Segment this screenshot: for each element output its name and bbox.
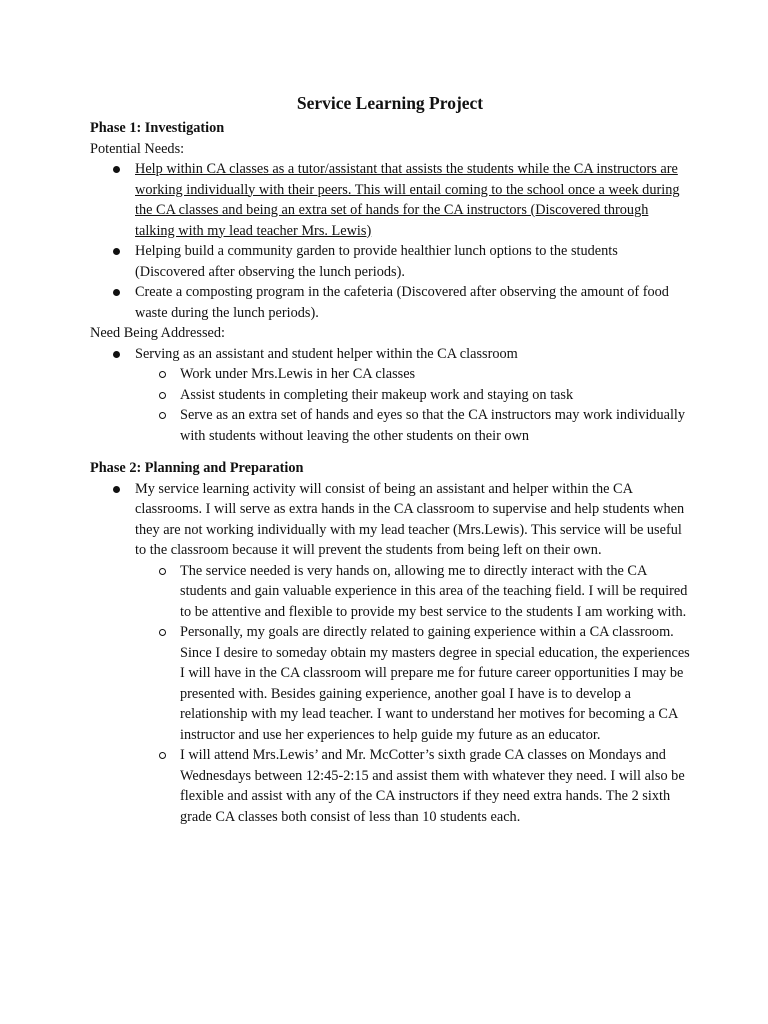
list-item <box>90 159 690 241</box>
document-page <box>90 92 690 827</box>
potential-need-text: Helping build a community garden to provide healthier lunch options to the students (Discovered after observing the lunch periods). <box>135 243 618 280</box>
phase-2-item-text: My service learning activity will consist of being an assistant and helper within the CA classrooms. I will serve as extra hands in the CA classroom to supervise and help students when they are not working individually with my lead teacher (Mrs.Lewis). This service will be useful to the classroom because it will prevent the students from being left on their own. <box>135 480 685 558</box>
potential-need-text: Create a composting program in the cafeteria (Discovered after observing the amount of food waste during the lunch periods). <box>135 284 669 321</box>
sub-item-text: The service needed is very hands on, allowing me to directly interact with the CA students and gain valuable experience in this area of the teaching field. I will be required to be attentive and flexible to provide my best service to the students I am working with. <box>180 562 688 620</box>
need-addressed-text: Serving as an assistant and student helper within the CA classroom <box>135 345 518 362</box>
sub-item-text: Personally, my goals are directly related to gaining experience within a CA classroom. Since I desire to someday obtain my masters degree in special education, the experiences I will have in the CA classroom will prepare me for future career opportunities I may be presented with. Besides gaining experience, another goal I have is to develop a relationship with my lead teacher. I want to understand her motives for becoming a CA instructor and use her experiences to help guide my future as an educator. <box>180 624 690 743</box>
list-item <box>135 622 690 745</box>
need-addressed-sublist <box>135 364 690 446</box>
phase-2-list <box>90 479 690 828</box>
list-item <box>135 561 690 623</box>
potential-needs-label: Potential Needs: <box>90 140 185 157</box>
potential-need-text: Help within CA classes as a tutor/assistant that assists the students while the CA instructors are working individually with their peers. This will entail coming to the school once a week during the CA classes and being an extra set of hands for the CA instructors (Discovered through talking with my lead teacher Mrs. Lewis) <box>135 161 680 239</box>
list-item <box>90 344 690 447</box>
need-addressed-list <box>90 344 690 447</box>
list-item <box>90 282 690 323</box>
list-item <box>135 405 690 446</box>
potential-needs-list <box>90 159 690 323</box>
section-spacer <box>90 446 690 458</box>
document-title: Service Learning Project <box>296 93 484 113</box>
sub-item-text: I will attend Mrs.Lewis’ and Mr. McCotter’s sixth grade CA classes on Mondays and Wednesdays between 12:45-2:15 and assist them with whatever they need. I will also be flexible and assist with any of the CA instructors if they need extra hands. The 2 sixth grade CA classes both consist of less than 10 students each. <box>180 747 685 825</box>
phase-2-heading: Phase 2: Planning and Preparation <box>90 460 304 476</box>
list-item <box>135 385 690 406</box>
sub-item-text: Assist students in completing their makeup work and staying on task <box>180 386 574 403</box>
sub-item-text: Work under Mrs.Lewis in her CA classes <box>180 366 416 382</box>
need-addressed-label: Need Being Addressed: <box>90 325 225 341</box>
sub-item-text: Serve as an extra set of hands and eyes so that the CA instructors may work individually with students without leaving the other students on their own <box>180 407 686 444</box>
list-item <box>90 479 690 828</box>
phase-1-heading: Phase 1: Investigation <box>90 120 225 136</box>
list-item <box>90 241 690 282</box>
phase-2-sublist <box>135 561 690 828</box>
list-item <box>135 745 690 827</box>
list-item <box>135 364 690 385</box>
